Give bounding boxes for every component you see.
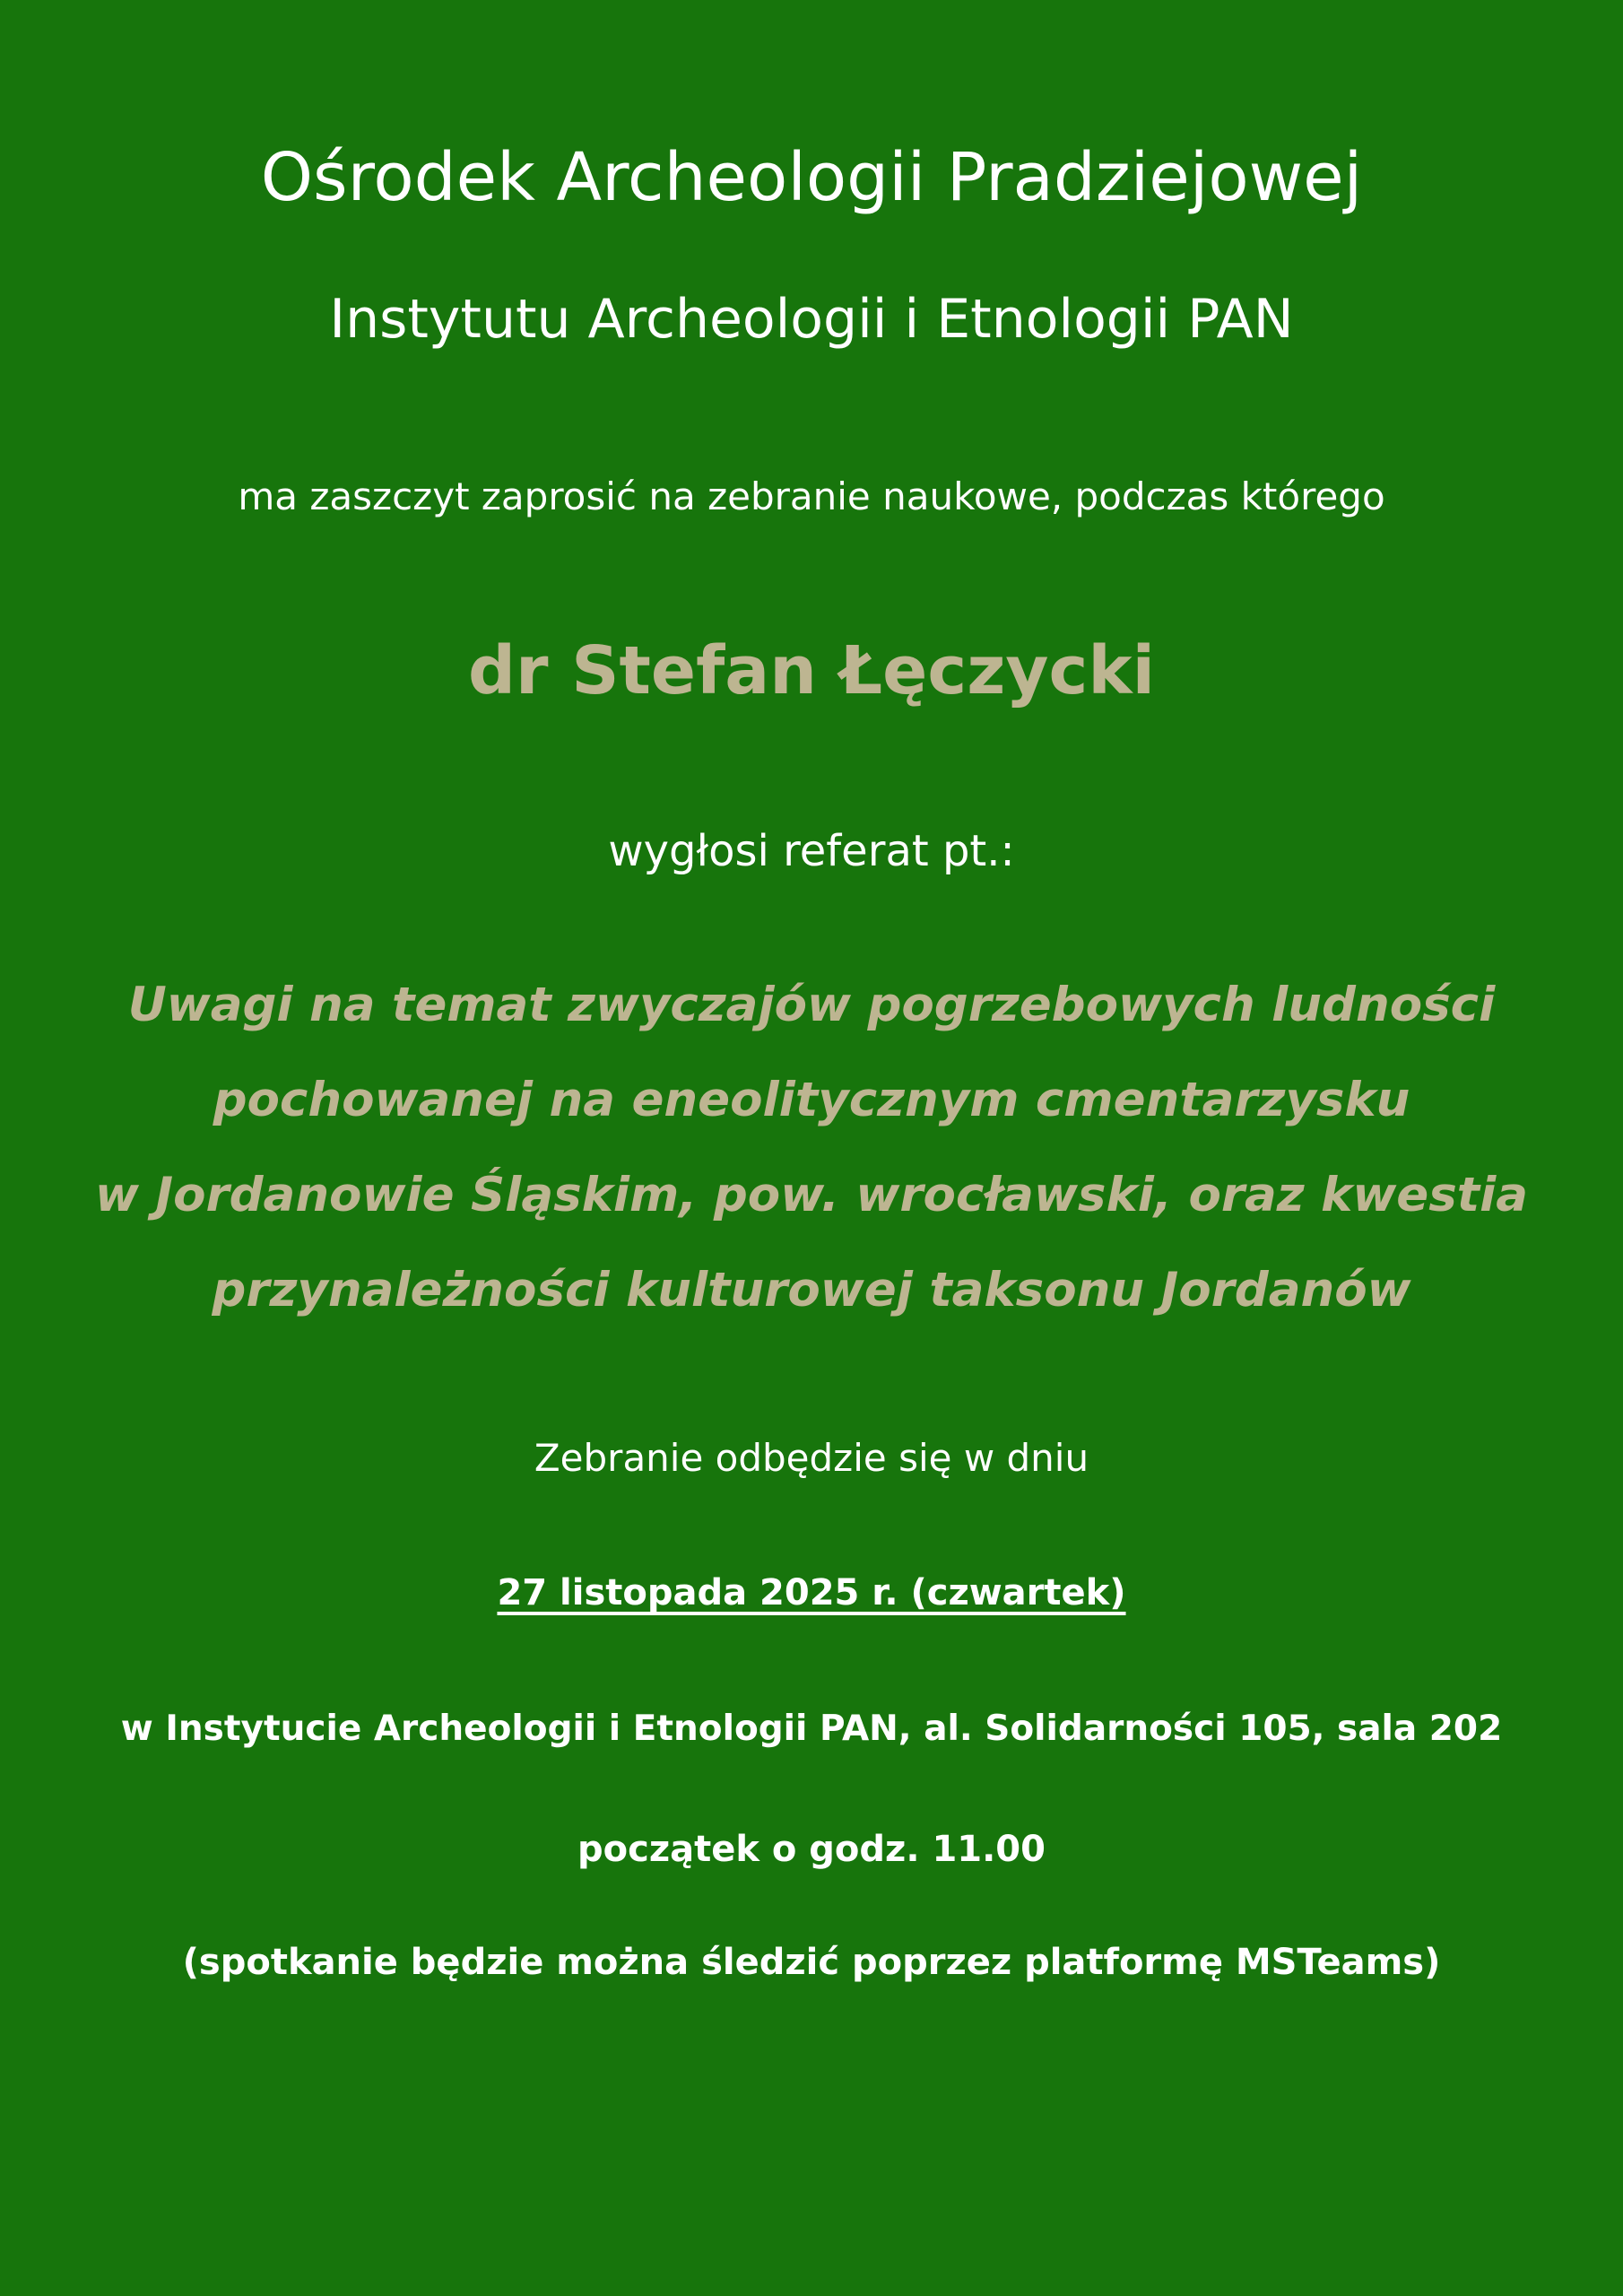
organization-name: Ośrodek Archeologii Pradziejowej (260, 139, 1363, 216)
lecture-title-line-3: w Jordanowie Śląskim, pow. wrocławski, oraz kwestia (94, 1168, 1529, 1222)
institute-name: Instytutu Archeologii i Etnologii PAN (329, 288, 1294, 351)
lecture-title (0, 958, 1623, 1338)
meeting-venue: w Instytucie Archeologii i Etnologii PAN, al. Solidarności 105, sala 202 (120, 1709, 1503, 1749)
lecture-title-line-2: pochowanej na eneolitycznym cmentarzysku (213, 1073, 1410, 1127)
lecture-intro: wygłosi referat pt.: (608, 826, 1015, 876)
date-intro: Zebranie odbędzie się w dniu (534, 1436, 1089, 1480)
stream-note: (spotkanie będzie można śledzić poprzez platformę MSTeams) (182, 1942, 1441, 1983)
meeting-start-time: początek o godz. 11.00 (577, 1829, 1046, 1870)
lecture-title-line-1: Uwagi na temat zwyczajów pogrzebowych ludności (127, 978, 1496, 1032)
speaker-name: dr Stefan Łęczycki (468, 632, 1155, 709)
invitation-text: ma zaszczyt zaprosić na zebranie naukowe, podczas którego (238, 474, 1385, 518)
lecture-title-line-4: przynależności kulturowej taksonu Jordanów (212, 1263, 1411, 1318)
meeting-date: 27 listopada 2025 r. (czwartek) (497, 1572, 1126, 1613)
